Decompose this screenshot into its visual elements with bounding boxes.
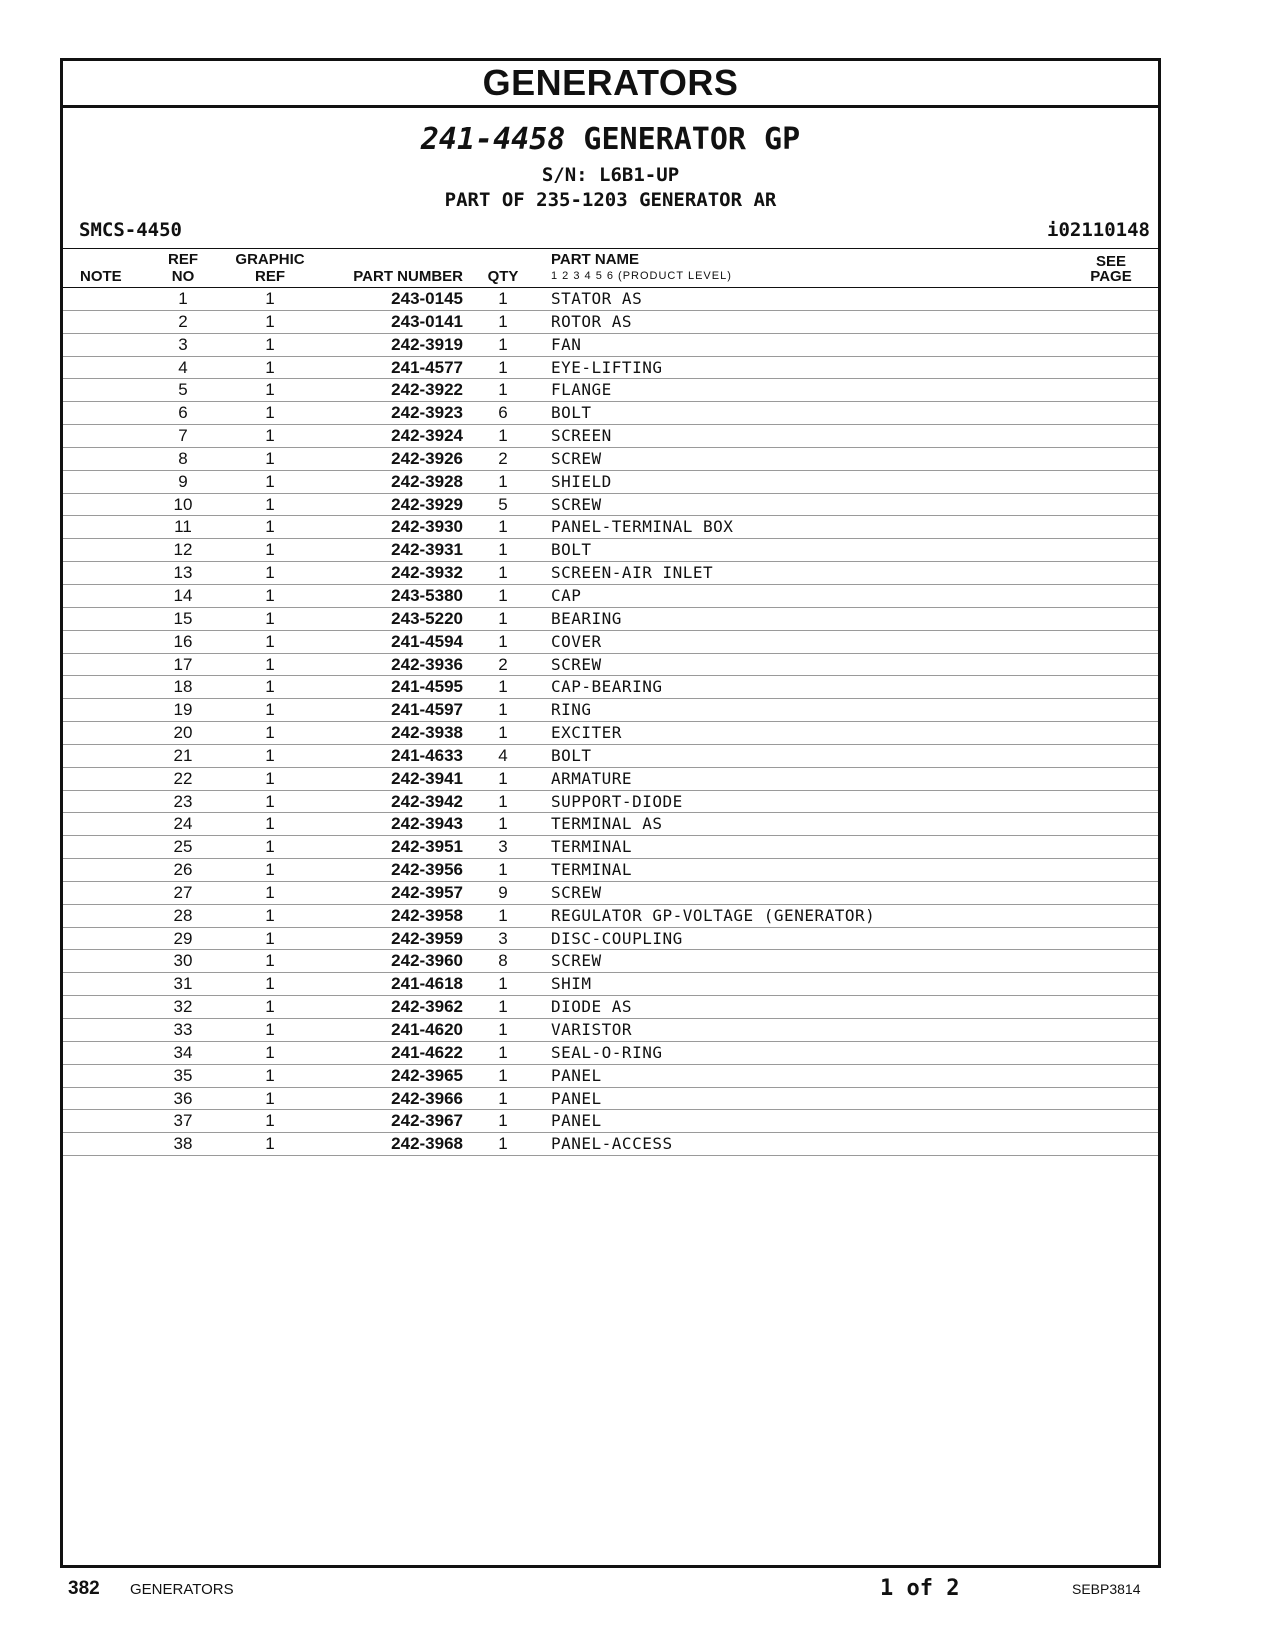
header-ref-bottom: NO <box>171 268 195 285</box>
table-row <box>63 425 1158 448</box>
row-qty: 3 <box>498 928 508 948</box>
row-ref-no: 16 <box>173 631 193 651</box>
row-part-name: SCREEN-AIR INLET <box>551 563 714 583</box>
row-part-number: 241-4633 <box>391 745 463 765</box>
table-row <box>63 1133 1158 1156</box>
row-graphic-ref: 1 <box>265 631 275 651</box>
row-graphic-ref: 1 <box>265 882 275 902</box>
table-row <box>63 334 1158 357</box>
row-part-name: EXCITER <box>551 723 622 743</box>
row-ref-no: 21 <box>173 745 193 765</box>
row-qty: 1 <box>498 585 508 605</box>
footer-section: GENERATORS <box>130 1581 234 1598</box>
row-part-name: SHIELD <box>551 471 612 491</box>
group-name: GENERATOR GP <box>583 122 801 157</box>
table-row <box>63 722 1158 745</box>
row-part-name: EYE-LIFTING <box>551 357 663 377</box>
row-ref-no: 1 <box>178 289 188 308</box>
row-part-name: SCREW <box>551 951 602 971</box>
header-ref-top: REF <box>168 251 198 268</box>
row-part-name: RING <box>551 700 592 720</box>
row-graphic-ref: 1 <box>265 1134 275 1154</box>
row-qty: 1 <box>498 677 508 697</box>
row-part-name: FAN <box>551 334 582 354</box>
table-row <box>63 311 1158 334</box>
table-row <box>63 950 1158 973</box>
row-graphic-ref: 1 <box>265 1042 275 1062</box>
row-graphic-ref: 1 <box>265 289 275 308</box>
row-part-number: 242-3924 <box>391 426 463 446</box>
document-ident: i02110148 <box>1047 219 1150 241</box>
table-row <box>63 585 1158 608</box>
table-row <box>63 928 1158 951</box>
row-ref-no: 26 <box>173 860 193 880</box>
row-part-name: COVER <box>551 631 602 651</box>
row-qty: 4 <box>498 745 508 765</box>
section-banner: GENERATORS <box>63 61 1158 108</box>
row-graphic-ref: 1 <box>265 403 275 423</box>
row-part-name: BOLT <box>551 403 592 423</box>
row-graphic-ref: 1 <box>265 334 275 354</box>
group-part-number: 241-4458 <box>420 122 566 157</box>
smcs-code: SMCS-4450 <box>79 219 182 241</box>
header-qty: QTY <box>487 268 519 285</box>
row-part-number: 242-3923 <box>391 403 463 423</box>
table-row <box>63 676 1158 699</box>
row-graphic-ref: 1 <box>265 608 275 628</box>
row-qty: 1 <box>498 768 508 788</box>
row-part-number: 242-3943 <box>391 814 463 834</box>
row-ref-no: 7 <box>178 426 188 446</box>
row-qty: 9 <box>498 882 508 902</box>
row-graphic-ref: 1 <box>265 791 275 811</box>
table-row <box>63 791 1158 814</box>
row-part-number: 242-3958 <box>391 905 463 925</box>
row-part-name: SHIM <box>551 974 592 994</box>
row-part-number: 242-3941 <box>391 768 463 788</box>
row-part-number: 242-3936 <box>391 654 463 674</box>
row-graphic-ref: 1 <box>265 448 275 468</box>
row-part-name: SCREW <box>551 654 602 674</box>
row-ref-no: 23 <box>173 791 193 811</box>
row-graphic-ref: 1 <box>265 860 275 880</box>
row-part-name: SCREW <box>551 448 602 468</box>
row-qty: 1 <box>498 905 508 925</box>
row-qty: 1 <box>498 791 508 811</box>
table-row <box>63 882 1158 905</box>
row-part-number: 242-3929 <box>391 494 463 514</box>
row-part-number: 242-3959 <box>391 928 463 948</box>
row-qty: 6 <box>498 403 508 423</box>
row-graphic-ref: 1 <box>265 745 275 765</box>
row-graphic-ref: 1 <box>265 928 275 948</box>
row-qty: 1 <box>498 1065 508 1085</box>
row-qty: 1 <box>498 540 508 560</box>
row-part-name: ARMATURE <box>551 768 633 788</box>
table-row <box>63 471 1158 494</box>
row-ref-no: 14 <box>173 585 193 605</box>
row-graphic-ref: 1 <box>265 517 275 537</box>
row-part-number: 242-3965 <box>391 1065 463 1085</box>
row-part-number: 241-4594 <box>391 631 463 651</box>
footer-page-number: 382 <box>68 1578 100 1599</box>
row-graphic-ref: 1 <box>265 1065 275 1085</box>
row-part-name: BOLT <box>551 540 592 560</box>
row-qty: 1 <box>498 1020 508 1039</box>
row-part-number: 241-4620 <box>391 1020 463 1039</box>
row-ref-no: 31 <box>173 974 193 994</box>
row-part-number: 243-5220 <box>391 608 463 628</box>
row-part-name: DIODE AS <box>551 997 633 1017</box>
row-graphic-ref: 1 <box>265 837 275 857</box>
row-graphic-ref: 1 <box>265 380 275 400</box>
row-ref-no: 30 <box>173 951 193 971</box>
row-ref-no: 2 <box>178 311 188 331</box>
row-ref-no: 5 <box>178 380 188 400</box>
row-part-number: 242-3951 <box>391 837 463 857</box>
row-ref-no: 34 <box>173 1042 193 1062</box>
row-graphic-ref: 1 <box>265 426 275 446</box>
row-qty: 5 <box>498 494 508 514</box>
row-part-name: TERMINAL AS <box>551 814 663 834</box>
row-qty: 1 <box>498 357 508 377</box>
row-graphic-ref: 1 <box>265 951 275 971</box>
row-ref-no: 36 <box>173 1088 193 1108</box>
header-see-bottom: PAGE <box>1090 268 1132 285</box>
row-graphic-ref: 1 <box>265 654 275 674</box>
row-part-number: 242-3968 <box>391 1134 463 1154</box>
header-part-name: PART NAME <box>551 251 640 268</box>
row-graphic-ref: 1 <box>265 311 275 331</box>
footer-document: SEBP3814 <box>1072 1581 1141 1597</box>
row-part-number: 243-5380 <box>391 585 463 605</box>
table-row <box>63 288 1158 311</box>
serial-range: S/N: L6B1-UP <box>541 164 680 186</box>
row-part-number: 242-3922 <box>391 380 463 400</box>
row-ref-no: 8 <box>178 448 188 468</box>
row-qty: 1 <box>498 471 508 491</box>
table-row <box>63 357 1158 380</box>
title-block <box>63 108 1158 248</box>
table-row <box>63 996 1158 1019</box>
row-ref-no: 28 <box>173 905 193 925</box>
table-row <box>63 859 1158 882</box>
row-ref-no: 25 <box>173 837 193 857</box>
row-graphic-ref: 1 <box>265 494 275 514</box>
row-part-number: 242-3967 <box>391 1111 463 1131</box>
table-row <box>63 813 1158 836</box>
table-row <box>63 1110 1158 1133</box>
row-ref-no: 3 <box>178 334 188 354</box>
row-part-name: TERMINAL <box>551 837 633 857</box>
table-row <box>63 1065 1158 1088</box>
row-qty: 1 <box>498 426 508 446</box>
table-row <box>63 631 1158 654</box>
row-qty: 1 <box>498 517 508 537</box>
row-part-number: 242-3919 <box>391 334 463 354</box>
header-note: NOTE <box>80 268 122 285</box>
row-graphic-ref: 1 <box>265 814 275 834</box>
row-qty: 2 <box>498 448 508 468</box>
row-part-number: 241-4618 <box>391 974 463 994</box>
header-see-top: SEE <box>1095 253 1126 270</box>
row-part-number: 242-3966 <box>391 1088 463 1108</box>
row-ref-no: 27 <box>173 882 193 902</box>
row-graphic-ref: 1 <box>265 585 275 605</box>
row-part-name: PANEL-TERMINAL BOX <box>551 517 734 537</box>
table-header <box>63 248 1158 288</box>
footer-sheet: 1 of 2 <box>880 1576 960 1601</box>
row-graphic-ref: 1 <box>265 768 275 788</box>
row-part-name: REGULATOR GP-VOLTAGE (GENERATOR) <box>551 905 876 925</box>
table-row <box>63 654 1158 677</box>
row-graphic-ref: 1 <box>265 1088 275 1108</box>
row-graphic-ref: 1 <box>265 357 275 377</box>
table-row <box>63 745 1158 768</box>
row-part-number: 242-3932 <box>391 563 463 583</box>
row-part-name: CAP-BEARING <box>551 677 663 697</box>
row-qty: 1 <box>498 289 508 308</box>
row-part-number: 242-3928 <box>391 471 463 491</box>
header-graphic-top: GRAPHIC <box>235 251 305 268</box>
row-qty: 1 <box>498 860 508 880</box>
row-graphic-ref: 1 <box>265 540 275 560</box>
table-row <box>63 608 1158 631</box>
row-part-name: FLANGE <box>551 380 612 400</box>
row-part-number: 243-0141 <box>391 311 463 331</box>
row-part-name: SCREW <box>551 494 602 514</box>
row-part-name: CAP <box>551 585 582 605</box>
row-part-number: 241-4597 <box>391 700 463 720</box>
part-of-line: PART OF 235-1203 GENERATOR AR <box>444 189 777 211</box>
row-graphic-ref: 1 <box>265 471 275 491</box>
row-ref-no: 11 <box>174 517 192 537</box>
row-qty: 3 <box>498 837 508 857</box>
row-ref-no: 18 <box>173 677 193 697</box>
row-qty: 1 <box>498 1042 508 1062</box>
row-part-number: 242-3956 <box>391 860 463 880</box>
row-part-name: BEARING <box>551 608 622 628</box>
row-qty: 1 <box>498 608 508 628</box>
row-part-number: 242-3926 <box>391 448 463 468</box>
row-graphic-ref: 1 <box>265 997 275 1017</box>
page-frame <box>60 58 1161 1568</box>
group-title <box>63 122 1158 157</box>
row-part-name: SEAL-O-RING <box>551 1042 663 1062</box>
header-graphic-bottom: REF <box>255 268 285 285</box>
row-graphic-ref: 1 <box>265 1111 275 1131</box>
table-row <box>63 448 1158 471</box>
row-part-number: 241-4622 <box>391 1042 463 1062</box>
row-ref-no: 15 <box>173 608 193 628</box>
row-qty: 1 <box>498 311 508 331</box>
row-part-name: PANEL <box>551 1088 602 1108</box>
table-row <box>63 836 1158 859</box>
row-graphic-ref: 1 <box>265 1020 275 1039</box>
row-qty: 1 <box>498 563 508 583</box>
row-part-name: ROTOR AS <box>551 311 633 331</box>
row-qty: 1 <box>498 700 508 720</box>
row-part-number: 242-3957 <box>391 882 463 902</box>
table-row <box>63 973 1158 996</box>
table-row <box>63 562 1158 585</box>
row-ref-no: 35 <box>173 1065 193 1085</box>
row-ref-no: 20 <box>173 723 193 743</box>
table-row <box>63 1088 1158 1111</box>
table-row <box>63 768 1158 791</box>
row-qty: 1 <box>498 1134 508 1154</box>
header-part-number: PART NUMBER <box>353 268 463 285</box>
row-part-name: PANEL <box>551 1111 602 1131</box>
row-part-number: 243-0145 <box>391 289 463 308</box>
row-qty: 8 <box>498 951 508 971</box>
row-part-number: 242-3962 <box>391 997 463 1017</box>
row-ref-no: 12 <box>173 540 193 560</box>
row-part-name: DISC-COUPLING <box>551 928 683 948</box>
table-row <box>63 516 1158 539</box>
row-part-name: SCREW <box>551 882 602 902</box>
row-qty: 1 <box>498 334 508 354</box>
table-row <box>63 379 1158 402</box>
table-row <box>63 699 1158 722</box>
table-row <box>63 1019 1158 1042</box>
parts-table-body <box>63 288 1158 1156</box>
table-row <box>63 402 1158 425</box>
row-ref-no: 13 <box>173 563 193 583</box>
page-footer <box>0 1578 1275 1608</box>
row-ref-no: 10 <box>173 494 193 514</box>
table-row <box>63 539 1158 562</box>
row-graphic-ref: 1 <box>265 677 275 697</box>
row-qty: 1 <box>498 997 508 1017</box>
row-graphic-ref: 1 <box>265 905 275 925</box>
row-ref-no: 37 <box>173 1111 193 1131</box>
row-qty: 1 <box>498 631 508 651</box>
row-qty: 1 <box>498 380 508 400</box>
table-row <box>63 905 1158 928</box>
row-qty: 1 <box>498 1088 508 1108</box>
row-part-name: PANEL <box>551 1065 602 1085</box>
row-ref-no: 17 <box>173 654 193 674</box>
table-row <box>63 494 1158 517</box>
row-part-name: VARISTOR <box>551 1020 633 1039</box>
row-part-name: BOLT <box>551 745 592 765</box>
row-ref-no: 9 <box>178 471 188 491</box>
row-ref-no: 6 <box>178 403 188 423</box>
row-qty: 1 <box>498 723 508 743</box>
row-part-name: TERMINAL <box>551 860 633 880</box>
header-product-level: 1 2 3 4 5 6 (PRODUCT LEVEL) <box>551 270 732 282</box>
row-part-number: 241-4577 <box>391 357 463 377</box>
row-graphic-ref: 1 <box>265 563 275 583</box>
row-part-number: 242-3960 <box>391 951 463 971</box>
row-ref-no: 33 <box>173 1020 193 1039</box>
row-ref-no: 24 <box>173 814 193 834</box>
table-row <box>63 1042 1158 1065</box>
row-qty: 1 <box>498 814 508 834</box>
row-part-number: 241-4595 <box>391 677 463 697</box>
row-graphic-ref: 1 <box>265 700 275 720</box>
row-graphic-ref: 1 <box>265 974 275 994</box>
row-ref-no: 32 <box>173 997 193 1017</box>
row-part-number: 242-3938 <box>391 723 463 743</box>
row-qty: 2 <box>498 654 508 674</box>
row-qty: 1 <box>498 1111 508 1131</box>
row-ref-no: 22 <box>173 768 193 788</box>
row-ref-no: 29 <box>173 928 193 948</box>
row-graphic-ref: 1 <box>265 723 275 743</box>
row-part-name: SCREEN <box>551 426 612 446</box>
row-ref-no: 38 <box>173 1134 193 1154</box>
row-part-number: 242-3930 <box>391 517 463 537</box>
row-qty: 1 <box>498 974 508 994</box>
row-part-number: 242-3931 <box>391 540 463 560</box>
row-ref-no: 19 <box>173 700 193 720</box>
row-part-name: STATOR AS <box>551 289 643 308</box>
row-part-name: SUPPORT-DIODE <box>551 791 683 811</box>
row-ref-no: 4 <box>178 357 188 377</box>
row-part-number: 242-3942 <box>391 791 463 811</box>
row-part-name: PANEL-ACCESS <box>551 1134 673 1154</box>
